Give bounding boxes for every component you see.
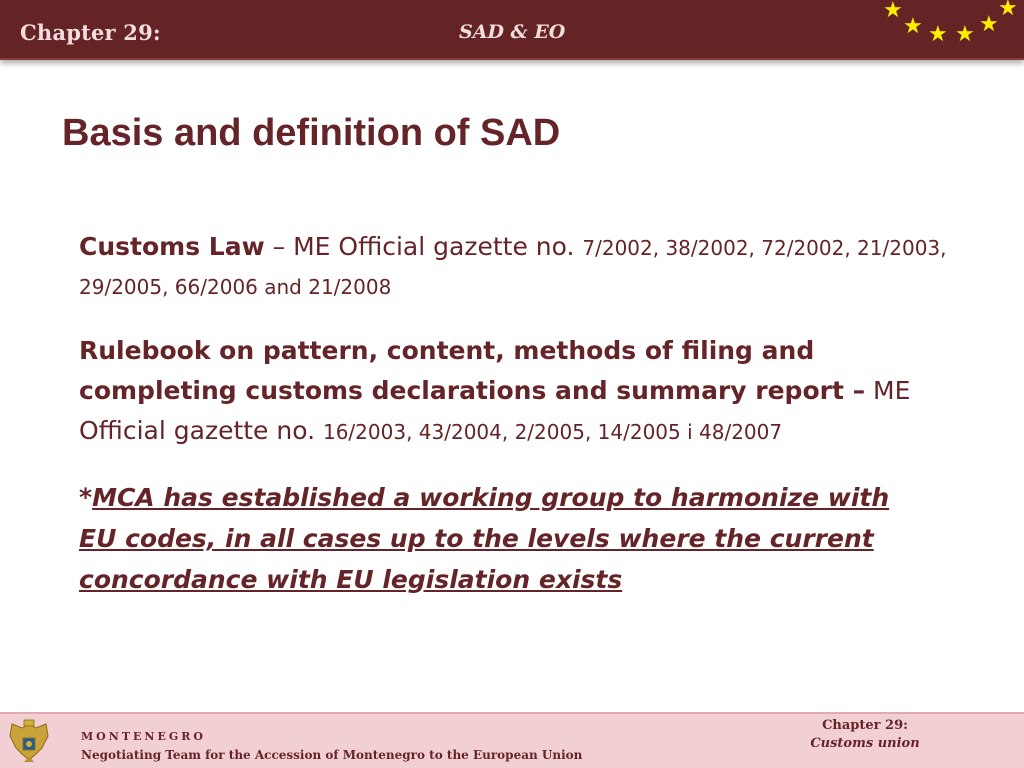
customs-law-label: Customs Law	[79, 232, 265, 261]
montenegro-coat-of-arms-icon	[6, 718, 52, 766]
footer-team: Negotiating Team for the Accession of Montenegro to the European Union	[81, 748, 583, 762]
gazette-numbers: 7/2002, 38/2002, 72/2002, 21/2003, 29/2005, 66/2006 and 21/2008	[79, 236, 947, 299]
footer-chapter: Chapter 29:	[822, 718, 908, 733]
slide-header	[0, 0, 1024, 60]
asterisk: *	[79, 483, 93, 512]
star-icon: ★	[955, 22, 975, 47]
slide-title: Basis and definition of SAD	[62, 112, 561, 154]
footer-subtitle: Customs union	[810, 736, 920, 751]
header-topic-label: SAD & EO	[459, 21, 566, 43]
working-group-text: MCA has established a working group to harmonize with EU codes, in all cases up to the levels where the current concordance with EU legislation exists	[79, 483, 890, 594]
rulebook-paragraph	[79, 331, 949, 452]
star-icon: ★	[903, 14, 923, 39]
star-icon: ★	[928, 22, 948, 47]
gazette-text: ME Official gazette no.	[79, 376, 911, 445]
gazette-numbers: 16/2003, 43/2004, 2/2005, 14/2005 i 48/2007	[322, 420, 783, 444]
gazette-text: – ME Official gazette no.	[264, 232, 583, 261]
footer-country: MONTENEGRO	[81, 730, 206, 743]
working-group-note	[79, 477, 929, 600]
star-icon: ★	[998, 0, 1018, 21]
customs-law-paragraph	[79, 228, 949, 306]
eu-stars	[0, 0, 1024, 60]
star-icon: ★	[979, 12, 999, 37]
slide-footer	[0, 712, 1024, 768]
header-chapter-label: Chapter 29:	[20, 20, 161, 45]
rulebook-label: Rulebook on pattern, content, methods of filing and completing customs declarations and summary report –	[79, 336, 866, 405]
star-icon: ★	[883, 0, 903, 23]
